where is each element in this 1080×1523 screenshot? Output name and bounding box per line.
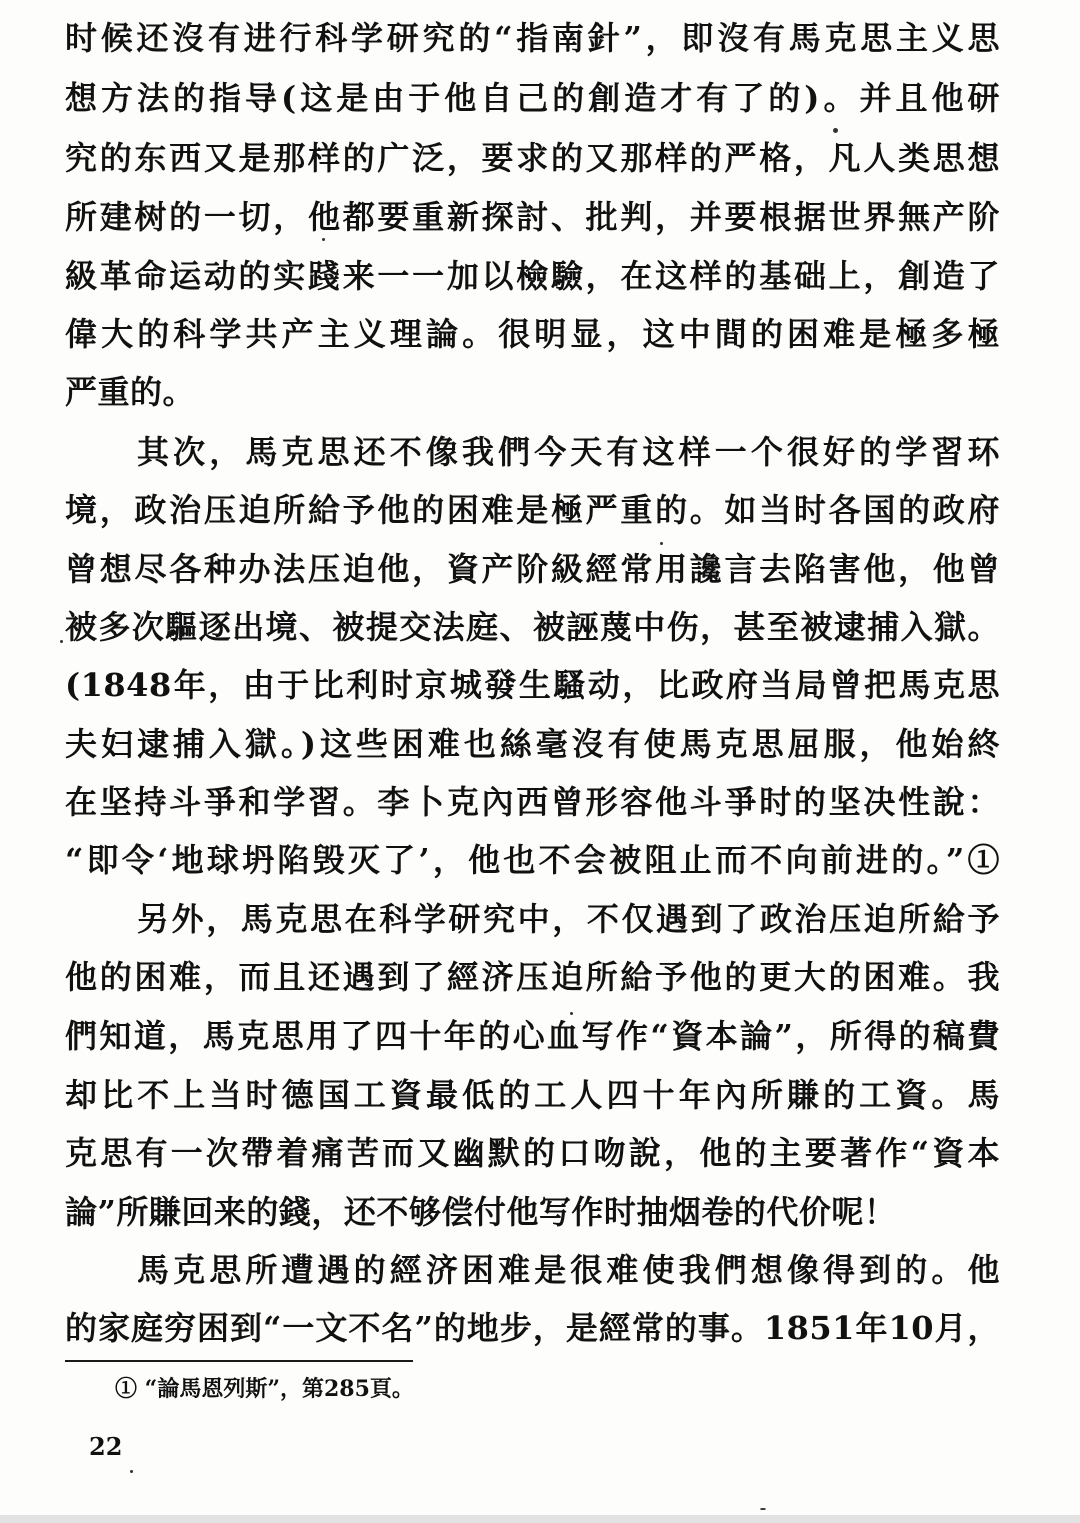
text-line: 論”所賺回来的錢，还不够偿付他写作时抽烟卷的代价呢！ (65, 1193, 897, 1231)
text-line: 却比不上当时德国工資最低的工人四十年內所賺的工資。馬 (65, 1076, 1000, 1114)
text-line: 时候还沒有进行科学研究的“指南針”，即沒有馬克思主义思 (65, 19, 1000, 57)
text-line: 究的东西又是那样的广泛，要求的又那样的严格，凡人类思想 (65, 139, 1000, 177)
text-line: 克思有一次帶着痛苦而又幽默的口吻說，他的主要著作“資本 (65, 1134, 1000, 1172)
page-edge (0, 1515, 1080, 1523)
text-line: 級革命运动的实踐来一一加以檢驗，在这样的基础上，創造了 (65, 257, 1000, 295)
text-line: 他的困难，而且还遇到了經济压迫所給予他的更大的困难。我 (65, 958, 1000, 996)
print-speck (833, 128, 838, 133)
print-speck (60, 640, 63, 643)
text-line: 曾想尽各种办法压迫他，資产阶級經常用讒言去陷害他，他曾 (65, 550, 1000, 588)
text-line: 被多次驅逐出境、被提交法庭、被誣蔑中伤，甚至被逮捕入獄。 (65, 608, 1000, 646)
print-speck (322, 238, 325, 241)
print-speck (130, 1470, 133, 1473)
text-line: 境，政治压迫所給予他的困难是極严重的。如当时各国的政府 (65, 491, 1000, 529)
text-line: 偉大的科学共产主义理論。很明显，这中間的困难是極多極 (65, 315, 1000, 353)
paragraph-first-line: 其次，馬克思还不像我們今天有这样一个很好的学習环 (137, 433, 1000, 471)
text-line: 所建树的一切，他都要重新探討、批判，并要根据世界無产阶 (65, 198, 1000, 236)
text-line: 的家庭穷困到“一文不名”的地步，是經常的事。1851年10月， (65, 1309, 1000, 1347)
text-line: 在坚持斗爭和学習。李卜克內西曾形容他斗爭时的坚决性說： (65, 783, 1000, 821)
footnote-divider (65, 1360, 413, 1362)
footnote: ① “論馬恩列斯”，第285頁。 (115, 1376, 414, 1402)
text-line: 們知道，馬克思用了四十年的心血写作“資本論”，所得的稿費 (65, 1017, 1000, 1055)
page-number: 22 (89, 1432, 123, 1461)
paragraph-first-line: 馬克思所遭遇的經济困难是很难使我們想像得到的。他 (137, 1251, 1000, 1289)
paragraph-first-line: 另外，馬克思在科学研究中，不仅遇到了政治压迫所給予 (137, 900, 1000, 938)
print-speck (660, 542, 663, 545)
text-line: (1848年，由于比利时京城發生騷动，比政府当局曾把馬克思 (65, 666, 1000, 704)
text-line: “即令‘地球坍陷毁灭了’，他也不会被阻止而不向前进的。”① (65, 841, 1000, 879)
print-speck (760, 1508, 766, 1510)
print-speck (570, 1012, 573, 1015)
text-line: 严重的。 (65, 373, 196, 411)
text-line: 夫妇逮捕入獄。)这些困难也絲毫沒有使馬克思屈服，他始終 (65, 725, 1000, 763)
text-line: 想方法的指导(这是由于他自己的創造才有了的)。并且他研 (65, 79, 1000, 117)
